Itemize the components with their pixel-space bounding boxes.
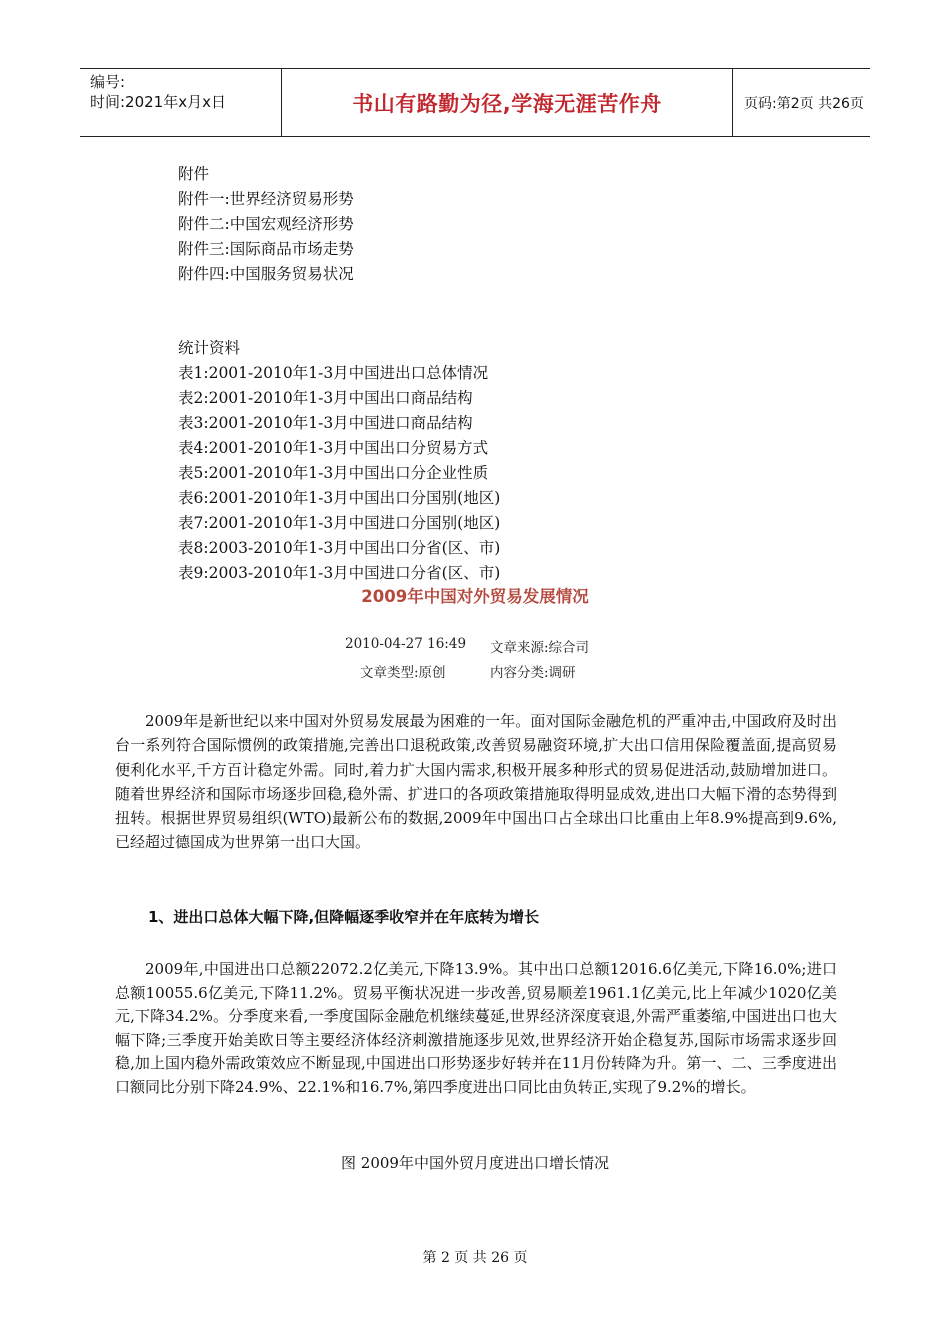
attachment-item: 附件四:中国服务贸易状况 xyxy=(178,265,354,283)
statistics-table-item: 表3:2001-2010年1-3月中国进口商品结构 xyxy=(178,414,473,432)
section-heading: 1、进出口总体大幅下降,但降幅逐季收窄并在年底转为增长 xyxy=(148,908,540,926)
header-meta-cell xyxy=(80,69,282,136)
article-source: 文章来源:综合司 xyxy=(490,640,590,656)
page-footer: 第 2 页 共 26 页 xyxy=(422,1250,528,1266)
statistics-table-item: 表1:2001-2010年1-3月中国进出口总体情况 xyxy=(178,364,489,382)
page-header xyxy=(80,68,870,137)
statistics-table-item: 表9:2003-2010年1-3月中国进口分省(区、市) xyxy=(178,564,501,582)
page-info: 页码:第2页 共26页 xyxy=(744,95,864,112)
article-date: 2010-04-27 16:49 xyxy=(345,636,467,652)
statistics-table-item: 表6:2001-2010年1-3月中国出口分国别(地区) xyxy=(178,489,501,507)
attachment-item: 附件一:世界经济贸易形势 xyxy=(178,190,354,208)
statistics-table-item: 表4:2001-2010年1-3月中国出口分贸易方式 xyxy=(178,439,489,457)
statistics-table-item: 表5:2001-2010年1-3月中国出口分企业性质 xyxy=(178,464,489,482)
attachment-item: 附件三:国际商品市场走势 xyxy=(178,240,354,258)
attachments-title: 附件 xyxy=(178,165,210,183)
statistics-table-item: 表2:2001-2010年1-3月中国出口商品结构 xyxy=(178,389,473,407)
figure-caption: 图 2009年中国外贸月度进出口增长情况 xyxy=(341,1154,609,1172)
article-type: 文章类型:原创 xyxy=(360,665,446,681)
statistics-table-item: 表8:2003-2010年1-3月中国出口分省(区、市) xyxy=(178,539,501,557)
article-intro: 2009年是新世纪以来中国对外贸易发展最为困难的一年。面对国际金融危机的严重冲击,中国政府及时出台一系列符合国际惯例的政策措施,完善出口退税政策,改善贸易融资环境,扩大出口信用保险覆盖面,提高贸易便利化水平,千方百计稳定外需。同时,着力扩大国内需求,积极开展多种形式的贸易促进活动,鼓励增加进口。随着世界经济和国际市场逐步回稳,稳外需、扩进口的各项政策措施取得明显成效,进出口大幅下滑的态势得到扭转。根据世界贸易组织(WTO)最新公布的数据,2009年中国出口占全球出口比重由上年8.9%提高到9.6%,已经超过德国成为世界第一出口大国。 xyxy=(115,712,837,852)
attachment-item: 附件二:中国宏观经济形势 xyxy=(178,215,354,233)
article-title: 2009年中国对外贸易发展情况 xyxy=(361,587,589,606)
article-category: 内容分类:调研 xyxy=(490,665,576,681)
statistics-table-item: 表7:2001-2010年1-3月中国进口分国别(地区) xyxy=(178,514,501,532)
motto: 书山有路勤为径,学海无涯苦作舟 xyxy=(282,69,733,136)
date-label: 时间:2021年x月x日 xyxy=(90,93,226,111)
number-label: 编号: xyxy=(90,73,126,91)
statistics-title: 统计资料 xyxy=(178,339,241,357)
section-body: 2009年,中国进出口总额22072.2亿美元,下降13.9%。其中出口总额12016.6亿美元,下降16.0%;进口总额10055.6亿美元,下降11.2%。贸易平衡状况进一步改善,贸易顺差1961.1亿美元,比上年减少1020亿美元,下降34.2%。分季度来看,一季度国际金融危机继续蔓延,世界经济深度衰退,外需严重萎缩,中国进出口也大幅下降;三季度开始美欧日等主要经济体经济刺激措施逐步见效,世界经济开始企稳复苏,国际市场需求逐步回稳,加上国内稳外需政策效应不断显现,中国进出口形势逐步好转并在11月份转降为升。第一、二、三季度进出口额同比分别下降24.9%、22.1%和16.7%,第四季度进出口同比由负转正,实现了9.2%的增长。 xyxy=(115,960,837,1096)
